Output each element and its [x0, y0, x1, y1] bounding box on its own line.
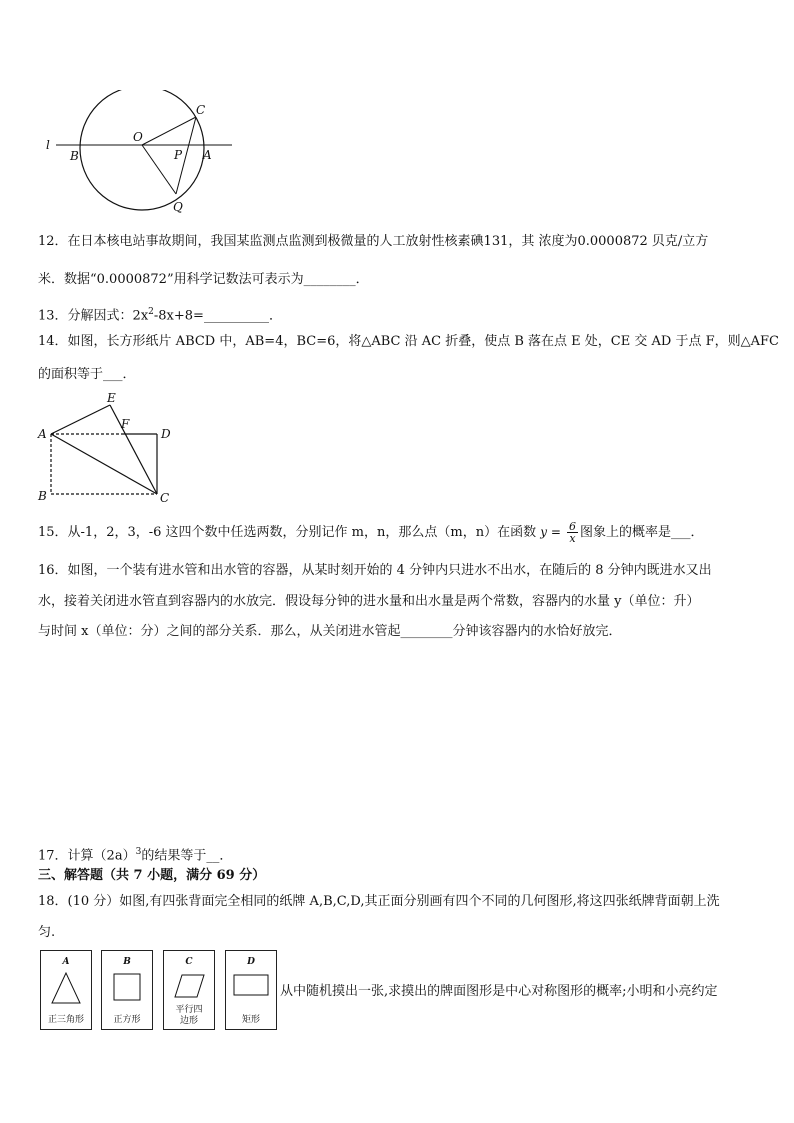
q17-sup: 3	[135, 847, 142, 857]
card-c-caption-2: 边形	[179, 1016, 198, 1026]
q17-suffix: 的结果等于__．	[141, 848, 233, 864]
card-a-caption: 正三角形	[47, 1015, 84, 1025]
card-d-caption: 矩形	[241, 1015, 260, 1025]
segment-oc	[142, 117, 196, 145]
q13-prefix: 13．分解因式：2x	[38, 308, 149, 324]
circle-figure	[40, 90, 240, 215]
q18-line2: 匀.	[38, 925, 56, 940]
label-q: Q	[173, 200, 183, 214]
q16-line1: 16．如图，一个装有进水管和出水管的容器，从某时刻开始的 4 分钟内只进水不出水，在随后的 8 分钟内既进水又出	[38, 563, 712, 578]
card-d	[225, 950, 277, 1030]
q15-suffix: 图象上的概率是___．	[580, 525, 704, 540]
q15	[38, 521, 704, 544]
label-l: l	[46, 138, 50, 152]
label-b: B	[38, 489, 47, 503]
q16-line2: 水，接着关闭进水管直到容器内的水放完．假设每分钟的进水量和出水量是两个常数，容器内的水量 y（单位：升）	[38, 594, 700, 609]
label-a: A	[38, 427, 47, 441]
card-b	[101, 950, 153, 1030]
q15-prefix: 15．从-1，2，3，-6 这四个数中任选两数，分别记作 m，n，那么点（m，n）在函数	[38, 525, 537, 540]
card-c-letter: C	[185, 957, 193, 967]
card-a-letter: A	[62, 957, 70, 967]
q13-suffix: -8x+8=__________．	[153, 308, 282, 324]
q12-line2: 米．数据“0.0000872”用科学记数法可表示为________．	[38, 272, 369, 287]
q17-prefix: 17．计算（2a）	[38, 848, 136, 864]
label-o: O	[133, 130, 143, 144]
q15-y-eq: y =	[540, 525, 561, 539]
card-a	[40, 950, 92, 1030]
q18-tail: 从中随机摸出一张,求摸出的牌面图形是中心对称图形的概率;小明和小亮约定	[280, 984, 718, 999]
q15-numerator: 6	[569, 520, 577, 533]
q14-line1: 14．如图，长方形纸片 ABCD 中，AB=4，BC=6，将△ABC 沿 AC 折叠，使点 B 落在点 E 处，CE 交 AD 于点 F，则△AFC	[38, 334, 779, 349]
card-c-caption-1: 平行四	[175, 1005, 203, 1015]
label-a: A	[203, 148, 212, 162]
q12-line1: 12．在日本核电站事故期间，我国某监测点监测到极微量的人工放射性核素碘131，其 浓度为0.0000872 贝克/立方	[38, 234, 709, 249]
q13-sup: 2	[148, 307, 154, 317]
rectangle-fold-figure	[30, 390, 180, 505]
card-b-caption: 正方形	[113, 1015, 141, 1025]
card-b-letter: B	[123, 957, 131, 967]
segment-oq	[142, 145, 176, 194]
q15-denominator: x	[569, 532, 576, 545]
q15-fraction	[567, 521, 578, 544]
label-c: C	[196, 103, 206, 117]
label-b: B	[70, 149, 79, 163]
q16-line3: 与时间 x（单位：分）之间的部分关系．那么，从关闭进水管起________分钟该容器内的水恰好放完．	[38, 624, 622, 639]
q17	[38, 843, 232, 865]
label-d: D	[161, 427, 171, 441]
card-c	[163, 950, 215, 1030]
label-p: P	[174, 148, 183, 162]
label-e: E	[107, 391, 116, 405]
card-d-letter: D	[247, 957, 255, 967]
label-c: C	[160, 491, 170, 505]
q18-line1: 18．(10 分）如图,有四张背面完全相同的纸牌 A,B,C,D,其正面分别画有四个不同的几何图形,将这四张纸牌背面朝上洗	[38, 894, 720, 909]
q13	[38, 303, 282, 325]
section-3-heading: 三、解答题（共 7 小题，满分 69 分）	[38, 868, 266, 883]
label-f: F	[121, 417, 130, 431]
circle-o	[80, 90, 204, 210]
segment-ae	[51, 405, 110, 434]
q14-line2: 的面积等于___．	[38, 367, 136, 382]
